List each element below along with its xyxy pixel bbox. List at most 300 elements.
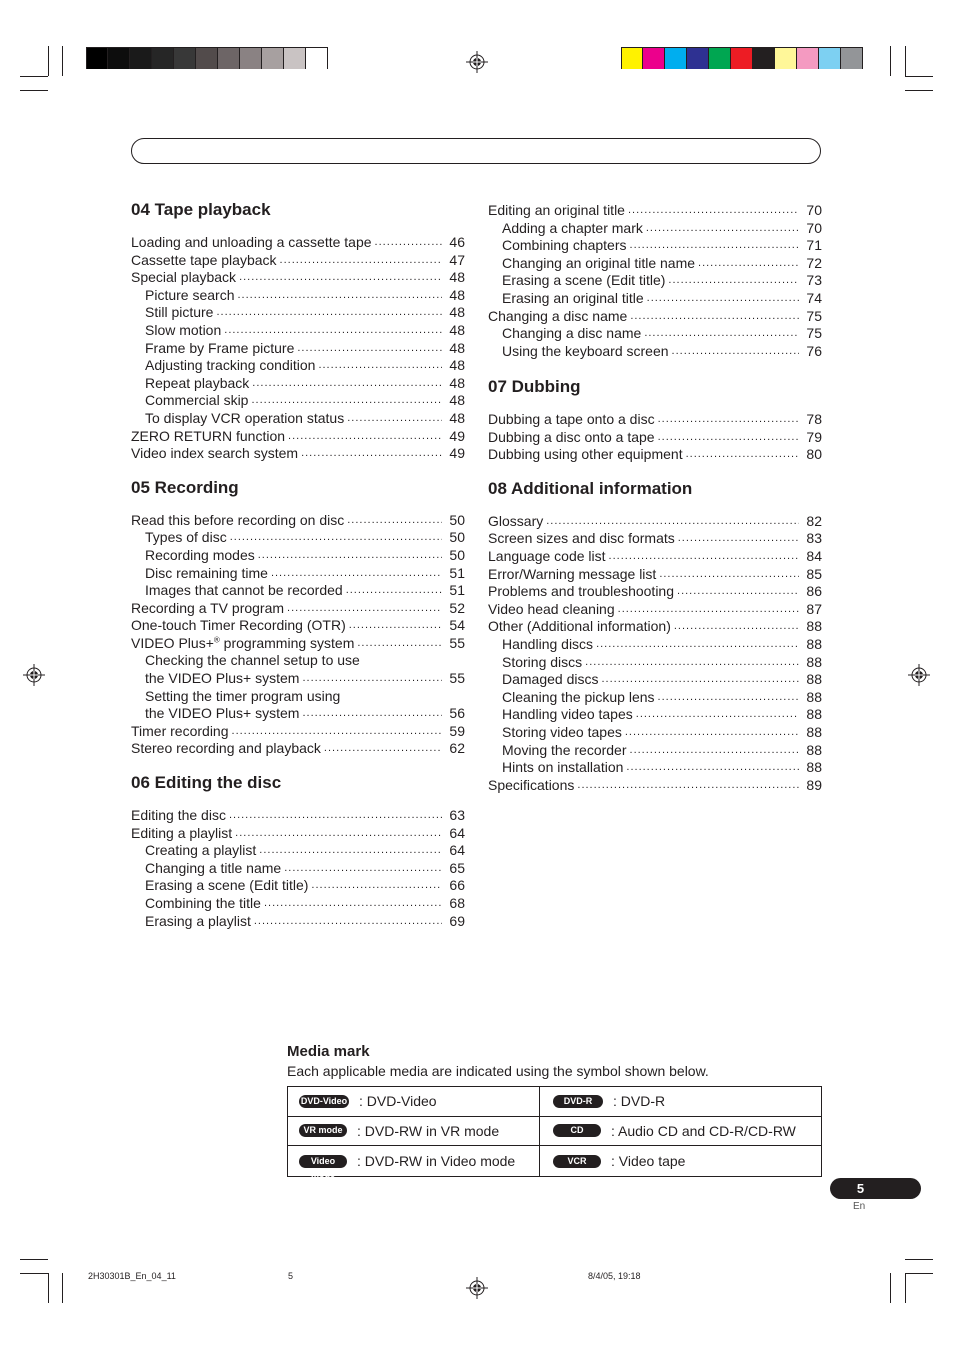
color-swatch xyxy=(841,48,863,69)
color-swatch xyxy=(306,48,328,69)
toc-entry-page: 48 xyxy=(449,269,465,286)
toc-entry[interactable] xyxy=(488,618,822,636)
dot-leader xyxy=(287,600,442,618)
toc-entry-page: 75 xyxy=(806,307,822,324)
toc-entry[interactable] xyxy=(488,446,822,464)
toc-entry-title: Stereo recording and playback xyxy=(131,740,321,757)
toc-entry-title: Moving the recorder xyxy=(502,741,627,758)
color-swatch xyxy=(284,48,306,69)
dot-leader xyxy=(284,860,442,878)
toc-entry[interactable] xyxy=(131,357,465,375)
toc-entry-page: 88 xyxy=(806,759,822,776)
media-mark-cell xyxy=(288,1087,540,1117)
toc-entry[interactable] xyxy=(131,410,465,428)
toc-entry-title: Dubbing a tape onto a disc xyxy=(488,411,655,427)
toc-entry-page: 82 xyxy=(806,512,822,529)
toc-entry-title: Commercial skip xyxy=(145,392,249,409)
dot-leader xyxy=(324,740,442,758)
toc-entry[interactable] xyxy=(488,255,822,273)
toc-entry-page: 48 xyxy=(449,374,465,391)
toc-entry-title: Dubbing a disc onto a tape xyxy=(488,428,655,445)
dot-leader xyxy=(254,913,442,931)
toc-entry-page: 88 xyxy=(806,741,822,758)
toc-entry-page: 79 xyxy=(806,428,822,445)
toc-entry-page: 50 xyxy=(449,511,465,528)
crop-mark-icon xyxy=(905,90,933,91)
media-badge-icon: VCR xyxy=(553,1155,601,1168)
media-label: : Audio CD and CD-R/CD-RW xyxy=(611,1122,796,1139)
media-label: : DVD-RW in Video mode xyxy=(357,1153,516,1170)
color-swatch xyxy=(240,48,262,69)
dot-leader xyxy=(258,547,442,565)
toc-entry[interactable] xyxy=(488,548,822,566)
media-mark-table xyxy=(287,1086,822,1177)
dot-leader xyxy=(596,636,799,654)
toc-entry[interactable] xyxy=(488,411,822,429)
dot-leader xyxy=(232,723,442,741)
dot-leader xyxy=(630,308,799,326)
toc-entry-page: 48 xyxy=(449,409,465,426)
toc-entry[interactable] xyxy=(488,777,822,795)
media-label: : Video tape xyxy=(611,1153,686,1170)
dot-leader xyxy=(347,512,442,530)
media-label: : DVD-R xyxy=(613,1093,666,1110)
color-swatch xyxy=(174,48,196,69)
toc-entry-title: Adding a chapter mark xyxy=(502,219,643,236)
color-swatch xyxy=(130,48,152,69)
dot-leader xyxy=(674,618,799,636)
media-label: : DVD-Video xyxy=(359,1093,437,1110)
toc-entry[interactable] xyxy=(488,429,822,447)
toc-entry[interactable] xyxy=(488,759,822,777)
language-label: En xyxy=(853,1201,866,1212)
toc-entry-title: Damaged discs xyxy=(502,671,599,688)
grayscale-color-bar xyxy=(86,47,328,68)
media-badge-icon: VR mode xyxy=(299,1124,347,1137)
dot-leader xyxy=(577,777,799,795)
media-mark-cell xyxy=(288,1146,540,1179)
toc-entry[interactable] xyxy=(131,304,465,322)
media-mark-cell xyxy=(540,1146,821,1176)
toc-entry-title: Editing a playlist xyxy=(131,824,233,841)
toc-entry-title: Problems and troubleshooting xyxy=(488,583,675,600)
toc-entry-title: ZERO RETURN function xyxy=(131,427,286,444)
toc-entry-title: Loading and unloading a cassette tape xyxy=(131,234,372,250)
toc-entry-title: Using the keyboard screen xyxy=(502,342,669,359)
crop-mark-icon xyxy=(20,90,48,91)
registration-mark-icon xyxy=(466,51,488,73)
dot-leader xyxy=(630,742,799,760)
dot-leader xyxy=(698,255,799,273)
toc-entry[interactable] xyxy=(131,340,465,358)
toc-entry-title: To display VCR operation status xyxy=(145,409,345,426)
toc-entry-title: Erasing an original title xyxy=(502,289,644,306)
dot-leader xyxy=(658,689,799,707)
toc-entry-page: 47 xyxy=(449,251,465,268)
toc-entry[interactable] xyxy=(488,308,822,326)
toc-entry[interactable] xyxy=(131,392,465,410)
toc-entry-title: Special playback xyxy=(131,269,237,286)
toc-entry-title: Glossary xyxy=(488,512,544,529)
dot-leader xyxy=(230,529,442,547)
toc-entry-page: 88 xyxy=(806,688,822,705)
toc-entry-title: Repeat playback xyxy=(145,374,250,391)
toc-entry-title: Recording modes xyxy=(145,546,255,563)
toc-entry[interactable] xyxy=(131,529,465,547)
toc-entry[interactable] xyxy=(488,706,822,724)
toc-entry[interactable] xyxy=(131,825,465,843)
dot-leader xyxy=(318,357,442,375)
color-swatch xyxy=(775,48,797,69)
toc-entry-page: 51 xyxy=(449,564,465,581)
toc-entry-title: Erasing a playlist xyxy=(145,912,251,929)
footer-date: 8/4/05, 19:18 xyxy=(588,1271,641,1281)
dot-leader xyxy=(216,304,442,322)
toc-entry[interactable] xyxy=(488,530,822,548)
toc-entry-page: 84 xyxy=(806,547,822,564)
toc-entry[interactable] xyxy=(488,689,822,707)
toc-entry[interactable] xyxy=(488,654,822,672)
toc-right-top-column xyxy=(488,202,822,360)
media-mark-title: Media mark xyxy=(287,1043,370,1060)
color-swatch xyxy=(108,48,130,69)
toc-entry-title: Still picture xyxy=(145,304,214,321)
dot-leader xyxy=(658,411,799,429)
dot-leader xyxy=(644,325,799,343)
color-swatch xyxy=(196,48,218,69)
dot-leader xyxy=(302,705,442,723)
registration-mark-icon xyxy=(23,664,45,686)
toc-entry-page: 52 xyxy=(449,599,465,616)
toc-entry-page: 66 xyxy=(449,877,465,894)
dot-leader xyxy=(297,340,442,358)
toc-entry-page: 48 xyxy=(449,339,465,356)
toc-entry-page: 78 xyxy=(806,411,822,427)
dot-leader xyxy=(658,429,799,447)
toc-entry-page: 89 xyxy=(806,776,822,793)
dot-leader xyxy=(585,654,799,672)
color-swatch xyxy=(819,48,841,69)
toc-entry[interactable] xyxy=(131,705,465,723)
toc-entry[interactable] xyxy=(131,670,465,688)
toc-entry-page: 71 xyxy=(806,237,822,254)
toc-entry-page: 85 xyxy=(806,565,822,582)
toc-entry-page: 50 xyxy=(449,546,465,563)
toc-entry[interactable] xyxy=(131,877,465,895)
toc-entry[interactable] xyxy=(131,565,465,583)
dot-leader xyxy=(252,375,442,393)
color-swatch xyxy=(621,48,643,69)
dot-leader xyxy=(357,635,442,653)
dot-leader xyxy=(630,237,799,255)
toc-entry-page: 50 xyxy=(449,529,465,546)
dot-leader xyxy=(647,290,799,308)
dot-leader xyxy=(229,807,442,825)
toc-entry-title: Screen sizes and disc formats xyxy=(488,530,675,547)
color-swatch xyxy=(709,48,731,69)
crop-mark-icon xyxy=(48,46,49,76)
toc-entry-page: 54 xyxy=(449,617,465,634)
dot-leader xyxy=(235,825,442,843)
color-swatch xyxy=(731,48,753,69)
toc-entry-title: Disc remaining time xyxy=(145,564,268,581)
toc-entry-title: the VIDEO Plus+ system xyxy=(145,670,300,687)
toc-entry-title: Changing a disc name xyxy=(488,307,628,324)
color-swatch xyxy=(218,48,240,69)
toc-entry-title: One-touch Timer Recording (OTR) xyxy=(131,617,346,634)
toc-entry-page: 48 xyxy=(449,286,465,303)
section-heading: 04 Tape playback xyxy=(131,200,271,219)
toc-entry-title: Changing a disc name xyxy=(502,325,642,342)
color-swatch xyxy=(86,48,108,69)
dot-leader xyxy=(602,671,800,689)
toc-entry-title: the VIDEO Plus+ system xyxy=(145,705,300,722)
dot-leader xyxy=(346,582,442,600)
dot-leader xyxy=(678,530,799,548)
dot-leader xyxy=(659,566,799,584)
media-mark-cell xyxy=(540,1117,821,1147)
toc-entry[interactable] xyxy=(488,272,822,290)
toc-entry[interactable] xyxy=(488,724,822,742)
toc-entry-page: 70 xyxy=(806,219,822,236)
dot-leader xyxy=(347,410,442,428)
crop-mark-icon xyxy=(905,76,933,77)
toc-entry[interactable] xyxy=(488,343,822,361)
crop-mark-icon xyxy=(905,1273,906,1303)
toc-entry-page: 68 xyxy=(449,895,465,911)
toc-entry-page: 88 xyxy=(806,706,822,723)
page-number: 5 xyxy=(856,1181,865,1196)
toc-entry[interactable] xyxy=(131,652,465,670)
toc-entry[interactable] xyxy=(131,895,465,913)
color-swatch xyxy=(797,48,819,69)
toc-entry-page: 88 xyxy=(806,653,822,670)
toc-entry-page: 88 xyxy=(806,671,822,688)
crop-mark-icon xyxy=(905,1259,933,1260)
toc-entry-page: 48 xyxy=(449,321,465,338)
toc-entry-page: 55 xyxy=(449,670,465,687)
toc-entry[interactable] xyxy=(131,428,465,446)
crop-mark-icon xyxy=(890,1273,891,1303)
toc-entry-page: 87 xyxy=(806,600,822,617)
toc-entry[interactable] xyxy=(488,671,822,689)
dot-leader xyxy=(264,895,442,913)
toc-entry[interactable] xyxy=(488,290,822,308)
section-heading: 07 Dubbing xyxy=(488,377,581,396)
toc-entry-title: Dubbing using other equipment xyxy=(488,446,683,463)
toc-entry-title: Language code list xyxy=(488,547,606,564)
crop-mark-icon xyxy=(905,1273,933,1274)
toc-entry[interactable] xyxy=(131,807,465,825)
toc-entry[interactable] xyxy=(488,220,822,238)
toc-entry-page: 49 xyxy=(449,427,465,444)
page-number-badge xyxy=(830,1178,921,1199)
toc-entry-title: Erasing a scene (Edit title) xyxy=(502,272,666,289)
toc-entry-title: Creating a playlist xyxy=(145,842,257,859)
crop-mark-icon xyxy=(62,1273,63,1303)
toc-entry[interactable] xyxy=(131,635,465,653)
dot-leader xyxy=(251,392,442,410)
toc-entry[interactable] xyxy=(131,913,465,931)
toc-entry-page: 51 xyxy=(449,582,465,599)
toc-entry[interactable] xyxy=(131,234,465,252)
toc-entry-title: Timer recording xyxy=(131,722,229,739)
color-swatch xyxy=(753,48,775,69)
dot-leader xyxy=(636,706,799,724)
toc-entry-title: Other (Additional information) xyxy=(488,618,671,635)
toc-entry-page: 48 xyxy=(449,357,465,374)
toc-entry-page: 59 xyxy=(449,722,465,739)
toc-entry-page: 63 xyxy=(449,807,465,824)
color-swatch xyxy=(152,48,174,69)
crop-mark-icon xyxy=(62,46,63,76)
media-badge-icon: Video mode xyxy=(299,1155,347,1168)
toc-entry[interactable] xyxy=(488,601,822,619)
toc-entry[interactable] xyxy=(131,842,465,860)
toc-entry-title: Types of disc xyxy=(145,529,227,546)
dot-leader xyxy=(239,269,442,287)
crop-mark-icon xyxy=(20,1273,48,1274)
toc-entry-title: Handling video tapes xyxy=(502,706,633,723)
dot-leader xyxy=(677,583,799,601)
toc-entry-title: Recording a TV program xyxy=(131,599,285,616)
toc-entry-title: Adjusting tracking condition xyxy=(145,357,316,374)
toc-entry-page: 72 xyxy=(806,254,822,271)
dot-leader xyxy=(224,322,442,340)
toc-entry-title: Editing the disc xyxy=(131,807,226,824)
toc-entry-title: Erasing a scene (Edit title) xyxy=(145,877,309,894)
toc-entry-title: Changing an original title name xyxy=(502,254,696,271)
section-heading: 06 Editing the disc xyxy=(131,773,282,793)
footer-page: 5 xyxy=(288,1271,294,1281)
toc-entry-page: 74 xyxy=(806,289,822,306)
color-swatch xyxy=(687,48,709,69)
toc-entry-page: 65 xyxy=(449,859,465,876)
registration-mark-icon xyxy=(908,664,930,686)
dot-leader xyxy=(301,445,442,463)
color-swatch xyxy=(665,48,687,69)
toc-entry-title: Picture search xyxy=(145,286,235,303)
toc-entry[interactable] xyxy=(131,582,465,600)
dot-leader xyxy=(686,446,799,464)
dot-leader xyxy=(609,548,799,566)
toc-entry[interactable] xyxy=(131,375,465,393)
toc-entry-page: 64 xyxy=(449,824,465,841)
registration-mark-icon xyxy=(466,1277,488,1299)
section-heading: 08 Additional information xyxy=(488,478,693,498)
toc-entry-page: 73 xyxy=(806,272,822,289)
dot-leader xyxy=(618,601,799,619)
toc-entry[interactable] xyxy=(131,445,465,463)
toc-entry[interactable] xyxy=(131,723,465,741)
toc-entry[interactable] xyxy=(488,742,822,760)
dot-leader xyxy=(646,220,799,238)
toc-entry-title: Images that cannot be recorded xyxy=(145,582,343,599)
toc-entry[interactable] xyxy=(131,512,465,530)
toc-entry[interactable] xyxy=(131,269,465,287)
toc-entry-title: Error/Warning message list xyxy=(488,565,657,582)
toc-entry-title: Handling discs xyxy=(502,635,594,652)
toc-right-column xyxy=(488,377,822,794)
toc-entry[interactable] xyxy=(488,202,822,220)
toc-entry-page: 69 xyxy=(449,912,465,929)
toc-entry-page: 80 xyxy=(806,446,822,463)
dot-leader xyxy=(288,428,442,446)
toc-entry-title: Hints on installation xyxy=(502,759,624,776)
toc-entry-title: VIDEO Plus+® programming system xyxy=(131,634,355,651)
toc-entry-title: Video head cleaning xyxy=(488,600,615,617)
toc-entry-title: Cassette tape playback xyxy=(131,251,277,268)
toc-entry[interactable] xyxy=(131,287,465,305)
dot-leader xyxy=(668,272,799,290)
toc-entry-title: Frame by Frame picture xyxy=(145,339,295,356)
toc-entry[interactable] xyxy=(488,566,822,584)
toc-entry-title: Editing an original title xyxy=(488,202,625,218)
toc-entry-title: Cleaning the pickup lens xyxy=(502,688,655,705)
dot-leader xyxy=(672,343,799,361)
toc-entry-title: Setting the timer program using xyxy=(145,687,341,704)
media-badge-icon: CD xyxy=(553,1124,601,1137)
toc-entry-title: Checking the channel setup to use xyxy=(145,652,360,669)
dot-leader xyxy=(625,724,799,742)
toc-entry-page: 88 xyxy=(806,635,822,652)
toc-entry-title: Storing video tapes xyxy=(502,723,622,740)
toc-entry-page: 83 xyxy=(806,530,822,547)
dot-leader xyxy=(546,513,799,531)
toc-entry-title: Slow motion xyxy=(145,321,222,338)
toc-entry-page: 70 xyxy=(806,202,822,218)
toc-entry-title: Combining the title xyxy=(145,895,261,911)
toc-entry-page: 86 xyxy=(806,583,822,600)
toc-entry[interactable] xyxy=(131,860,465,878)
crop-mark-icon xyxy=(20,76,48,77)
media-mark-description: Each applicable media are indicated using the symbol shown below. xyxy=(287,1063,709,1079)
toc-entry-page: 76 xyxy=(806,342,822,359)
footer-code: 2H30301B_En_04_11 xyxy=(88,1271,176,1281)
toc-entry[interactable] xyxy=(131,547,465,565)
toc-entry-page: 56 xyxy=(449,705,465,722)
color-bar xyxy=(621,47,863,68)
toc-entry[interactable] xyxy=(488,636,822,654)
toc-entry[interactable] xyxy=(488,583,822,601)
toc-entry[interactable] xyxy=(488,513,822,531)
toc-entry-page: 55 xyxy=(449,634,465,651)
toc-entry[interactable] xyxy=(131,322,465,340)
toc-entry[interactable] xyxy=(131,617,465,635)
toc-entry[interactable] xyxy=(131,252,465,270)
dot-leader xyxy=(626,759,799,777)
toc-entry[interactable] xyxy=(488,237,822,255)
toc-entry[interactable] xyxy=(131,740,465,758)
toc-entry-page: 88 xyxy=(806,618,822,635)
toc-entry[interactable] xyxy=(131,600,465,618)
dot-leader xyxy=(628,202,799,220)
toc-entry[interactable] xyxy=(488,325,822,343)
media-mark-cell xyxy=(288,1117,540,1147)
crop-mark-icon xyxy=(905,46,906,76)
media-mark-cell xyxy=(540,1087,821,1117)
dot-leader xyxy=(280,252,442,270)
header-bar xyxy=(131,138,821,164)
crop-mark-icon xyxy=(48,1273,49,1303)
dot-leader xyxy=(237,287,442,305)
section-heading: 05 Recording xyxy=(131,477,239,497)
color-swatch xyxy=(643,48,665,69)
toc-entry-page: 75 xyxy=(806,325,822,342)
toc-entry[interactable] xyxy=(131,688,465,706)
toc-entry-title: Combining chapters xyxy=(502,237,627,254)
toc-entry-title: Read this before recording on disc xyxy=(131,511,345,528)
